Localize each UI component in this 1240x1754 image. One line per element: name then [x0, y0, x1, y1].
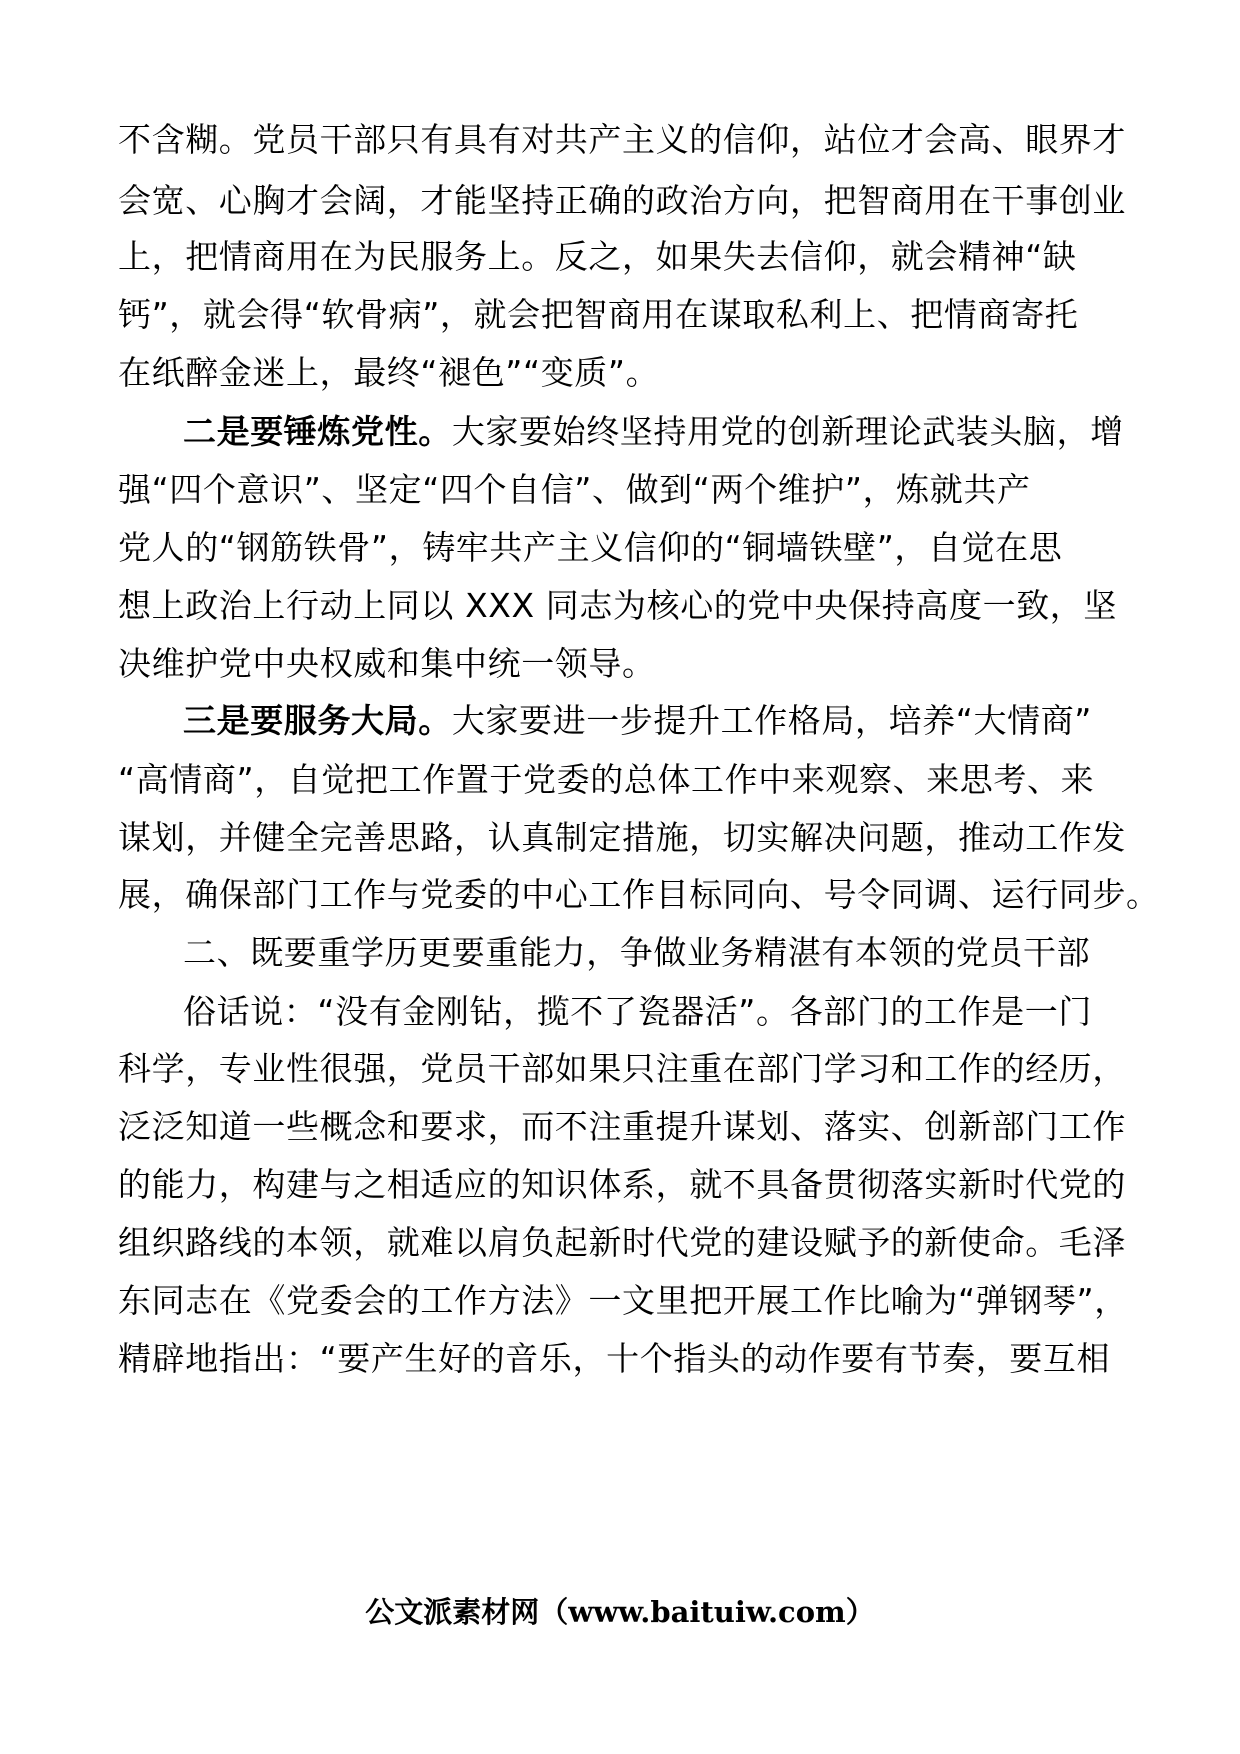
paragraph-line: 科学，专业性很强，党员干部如果只注重在部门学习和工作的经历， [118, 1049, 1126, 1088]
footer-watermark: 公文派素材网（www.baituiw.com） [365, 1595, 875, 1629]
paragraph-line: 泛泛知道一些概念和要求，而不注重提升谋划、落实、创新部门工作 [118, 1107, 1126, 1146]
paragraph-line: 展，确保部门工作与党委的中心工作目标同向、号令同调、运行同步。 [118, 875, 1160, 914]
paragraph-line: 东同志在《党委会的工作方法》一文里把开展工作比喻为“弹钢琴”， [118, 1281, 1128, 1320]
paragraph-line: 想上政治上行动上同以 XXX 同志为核心的党中央保持高度一致，坚 [118, 586, 1117, 625]
paragraph-line [183, 401, 1124, 463]
paragraph-line: 精辟地指出：“要产生好的音乐，十个指头的动作要有节奏，要互相 [118, 1339, 1111, 1378]
paragraph-line: 谋划，并健全完善思路，认真制定措施，切实解决问题，推动工作发 [118, 818, 1126, 857]
paragraph-line: 强“四个意识”、坚定“四个自信”、做到“两个维护”，炼就共产 [118, 470, 1031, 509]
section-heading: 二、既要重学历更要重能力，争做业务精湛有本领的党员干部 [183, 933, 1091, 972]
paragraph-line: 在纸醉金迷上，最终“褪色”“变质”。 [118, 353, 660, 392]
paragraph-line: 不含糊。党员干部只有具有对共产主义的信仰，站位才会高、眼界才 [118, 120, 1126, 159]
paragraph-line: 组织路线的本领，就难以肩负起新时代党的建设赋予的新使命。毛泽 [118, 1223, 1126, 1262]
paragraph-text: 大家要始终坚持用党的创新理论武装头脑，增 [451, 412, 1124, 451]
paragraph-line: 会宽、心胸才会阔，才能坚持正确的政治方向，把智商用在干事创业 [118, 181, 1126, 220]
paragraph-line: 决维护党中央权威和集中统一领导。 [118, 644, 656, 683]
paragraph-line: 俗话说：“没有金刚钻，揽不了瓷器活”。各部门的工作是一门 [183, 992, 1092, 1031]
point-heading-second: 二是要锤炼党性。 [183, 412, 452, 451]
paragraph-line [183, 690, 1092, 752]
paragraph-line: 的能力，构建与之相适应的知识体系，就不具备贯彻落实新时代党的 [118, 1165, 1126, 1204]
paragraph-line: 钙”，就会得“软骨病”，就会把智商用在谋取私利上、把情商寄托 [118, 295, 1079, 334]
point-heading-third: 三是要服务大局。 [183, 701, 452, 740]
paragraph-line: 上，把情商用在为民服务上。反之，如果失去信仰，就会精神“缺 [118, 237, 1077, 276]
paragraph-line: “高情商”，自觉把工作置于党委的总体工作中来观察、来思考、来 [118, 760, 1095, 799]
paragraph-text: 大家要进一步提升工作格局，培养“大情商” [451, 701, 1093, 740]
paragraph-line: 党人的“钢筋铁骨”，铸牢共产主义信仰的“铜墙铁壁”，自觉在思 [118, 528, 1063, 567]
